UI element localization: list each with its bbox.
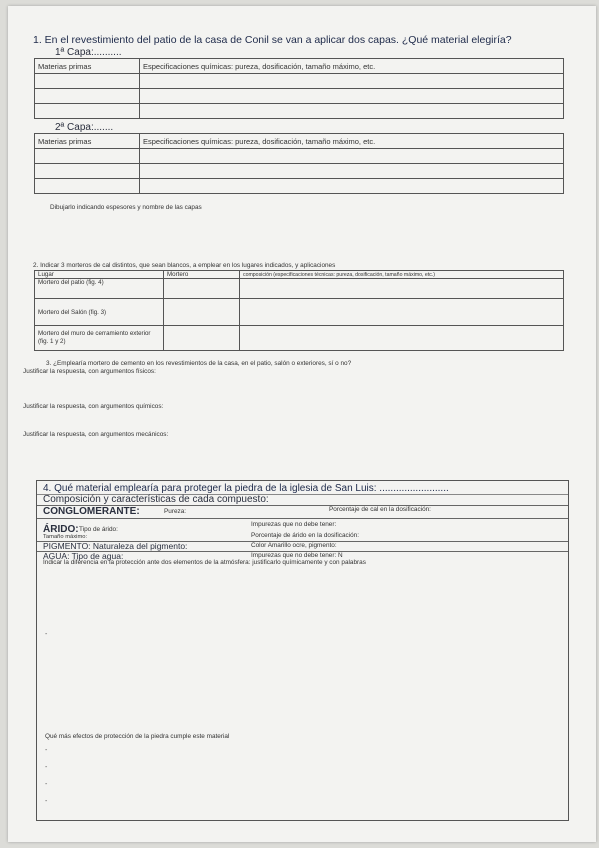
- porcentaje-arido-label: Porcentaje de árido en la dosificación:: [251, 532, 359, 539]
- arido-label: ÁRIDO:: [43, 524, 79, 535]
- impurezas-agua-label: Impurezas que no debe tener: N: [251, 552, 343, 559]
- lugar-cell: Mortero del muro de cerramiento exterior (fig. 1 y 2): [35, 326, 164, 351]
- capa-1-table: [34, 58, 564, 119]
- answer-dash: -: [45, 798, 48, 805]
- impurezas-arido-label: Impurezas que no debe tener:: [251, 521, 337, 528]
- dibujo-note: Dibujarlo indicando espesores y nombre de las capas: [50, 204, 202, 211]
- conglomerante-label: CONGLOMERANTE:: [43, 506, 140, 517]
- col-header-lugar: Lugar: [35, 271, 164, 279]
- question-4-row: [37, 481, 568, 495]
- answer-dash: -: [45, 631, 48, 638]
- efectos-prompt: Qué más efectos de protección de la piedra cumple este material: [45, 733, 230, 740]
- table-header-row: [35, 134, 564, 149]
- porcentaje-cal-label: Porcentaje de cal en la dosificación:: [329, 506, 431, 513]
- table-row[interactable]: [35, 164, 564, 179]
- diferencia-prompt: Indicar la diferencia en la protección ante dos elementos de la atmósfera: justificarlo químicamente y con palabras: [43, 559, 366, 566]
- table-header-row: [35, 271, 564, 279]
- table-header-row: [35, 59, 564, 74]
- capa-1-label: 1ª Capa:..........: [55, 47, 122, 58]
- pureza-label: Pureza:: [164, 508, 187, 515]
- capa-2-table: [34, 133, 564, 194]
- col-header-materias: Materias primas: [35, 59, 140, 74]
- table-row[interactable]: [35, 74, 564, 89]
- col-header-composicion: composición (especificaciones técnicas: pureza, dosificación, tamaño máximo, etc.): [240, 271, 564, 279]
- col-header-mortero: Mortero: [164, 271, 240, 279]
- lugar-cell: Mortero del Salón (fig. 3): [35, 299, 164, 326]
- morteros-table: [34, 270, 564, 351]
- table-row[interactable]: [35, 104, 564, 119]
- lugar-cell: Mortero del patio (fig. 4): [35, 279, 164, 299]
- table-row[interactable]: [35, 279, 564, 299]
- capa-2-label: 2ª Capa:.......: [55, 122, 114, 133]
- tamano-label: Tamaño máximo:: [43, 534, 88, 540]
- table-row[interactable]: [35, 299, 564, 326]
- pigmento-label: PIGMENTO: Naturaleza del pigmento:: [43, 541, 188, 551]
- table-row[interactable]: [35, 326, 564, 351]
- justificar-fisicos: Justificar la respuesta, con argumentos físicos:: [23, 368, 156, 375]
- answer-dash: -: [45, 747, 48, 754]
- col-header-especificaciones: Especificaciones químicas: pureza, dosificación, tamaño máximo, etc.: [140, 134, 564, 149]
- justificar-quimicos: Justificar la respuesta, con argumentos químicos:: [23, 403, 164, 410]
- answer-dash: -: [45, 764, 48, 771]
- color-label: Color Amarillo ocre, pigmento:: [251, 542, 337, 549]
- question-4-box: [36, 480, 569, 821]
- question-3-text: 3. ¿Emplearía mortero de cemento en los revestimientos de la casa, en el patio, salón o exteriores, sí o no?: [46, 360, 352, 367]
- tipo-arido-label: Tipo de árido:: [79, 526, 118, 533]
- table-row[interactable]: [35, 149, 564, 164]
- arido-row[interactable]: [37, 518, 568, 542]
- question-1-text: 1. En el revestimiento del patio de la casa de Conil se van a aplicar dos capas. ¿Qué material elegiría?: [33, 34, 512, 46]
- justificar-mecanicos: Justificar la respuesta, con argumentos mecánicos:: [23, 431, 169, 438]
- question-2-text: 2. Indicar 3 morteros de cal distintos, que sean blancos, a emplear en los lugares indicados, y aplicaciones: [33, 262, 336, 269]
- col-header-materias: Materias primas: [35, 134, 140, 149]
- question-4-text: 4. Qué material emplearía para proteger la piedra de la iglesia de San Luis: .........................: [43, 483, 449, 494]
- agua-label: AGUA: Tipo de agua:: [43, 551, 124, 561]
- answer-dash: -: [45, 781, 48, 788]
- table-row[interactable]: [35, 89, 564, 104]
- col-header-especificaciones: Especificaciones químicas: pureza, dosificación, tamaño máximo, etc.: [140, 59, 564, 74]
- table-row[interactable]: [35, 179, 564, 194]
- worksheet-page: [8, 6, 596, 842]
- conglomerante-row[interactable]: [37, 505, 568, 519]
- composicion-label: Composición y características de cada compuesto:: [43, 494, 269, 505]
